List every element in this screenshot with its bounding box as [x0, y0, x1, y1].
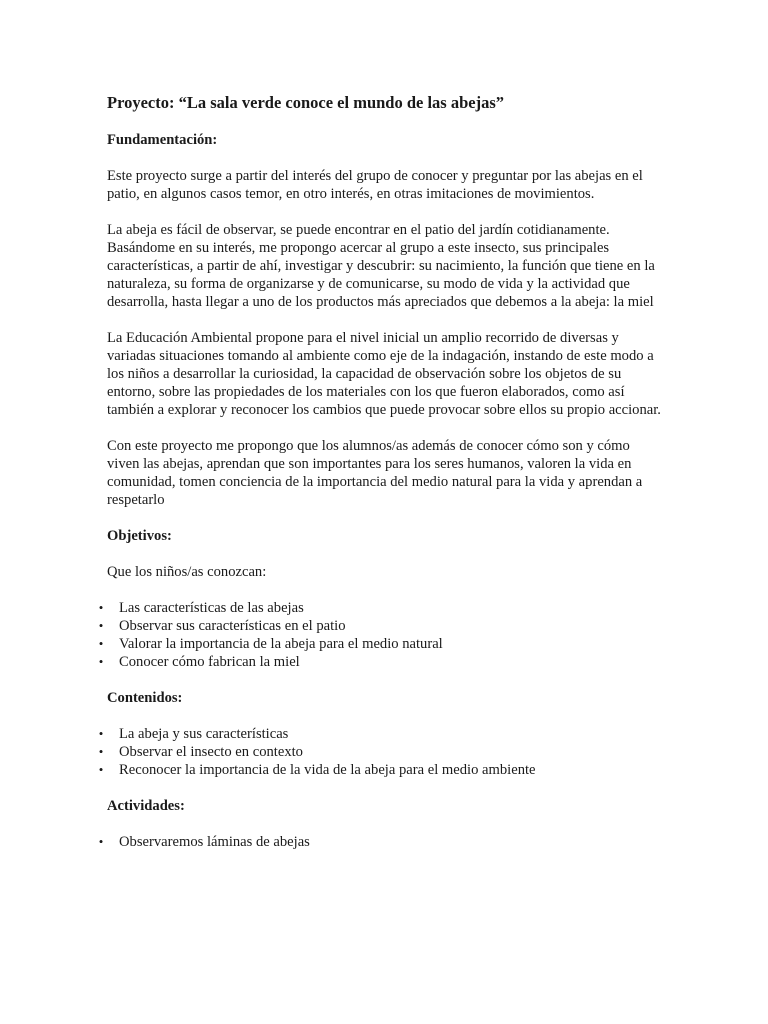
- objetivos-intro: Que los niños/as conozcan:: [107, 564, 267, 580]
- list-item: [95, 617, 663, 635]
- bullet-icon: •: [98, 726, 104, 741]
- list-item-text: Observar sus características en el patio: [119, 618, 346, 634]
- heading-contenidos: Contenidos:: [107, 690, 183, 706]
- heading-objetivos: Objetivos:: [107, 528, 172, 544]
- list-item-text: Valorar la importancia de la abeja para el medio natural: [119, 636, 443, 652]
- list-item-text: La abeja y sus características: [119, 726, 289, 742]
- list-item: [95, 653, 663, 671]
- bullet-icon: •: [98, 744, 104, 759]
- bullet-icon: •: [98, 654, 104, 669]
- list-item: [95, 743, 663, 761]
- paragraph: Con este proyecto me propongo que los alumnos/as además de conocer cómo son y cómo viven las abejas, aprendan que son importantes para los seres humanos, valoren la vida en comunidad, tomen conciencia de la importancia del medio natural para la vida y aprendan a respetarlo: [107, 438, 643, 508]
- list-item-text: Conocer cómo fabrican la miel: [119, 654, 300, 670]
- list-item: [95, 761, 663, 779]
- paragraph: Este proyecto surge a partir del interés del grupo de conocer y preguntar por las abejas en el patio, en algunos casos temor, en otro interés, en otras imitaciones de movimientos.: [107, 168, 643, 202]
- list-item: [95, 599, 663, 617]
- list-item-text: Observar el insecto en contexto: [119, 744, 303, 760]
- bullet-icon: •: [98, 618, 104, 633]
- list-item: [95, 725, 663, 743]
- document-title: Proyecto: “La sala verde conoce el mundo de las abejas”: [107, 93, 505, 112]
- bullet-icon: •: [98, 762, 104, 777]
- list-item-text: Las características de las abejas: [119, 600, 304, 616]
- list-item-text: Reconocer la importancia de la vida de la abeja para el medio ambiente: [119, 762, 536, 778]
- paragraph: La Educación Ambiental propone para el nivel inicial un amplio recorrido de diversas y variadas situaciones tomando al ambiente como eje de la indagación, instando de este modo a los niños a desarrollar la curiosidad, la capacidad de observación sobre los objetos de su entorno, sobre las propiedades de los materiales con los que fueron elaborados, como así también a explorar y reconocer los cambios que puede provocar sobre ellos su propio accionar.: [107, 330, 661, 418]
- heading-fundamentacion: Fundamentación:: [107, 132, 218, 148]
- document-body: [98, 93, 663, 869]
- list-item: [95, 833, 663, 851]
- bullet-icon: •: [98, 834, 104, 849]
- bullet-icon: •: [98, 600, 104, 615]
- list-item: [95, 635, 663, 653]
- paragraph: La abeja es fácil de observar, se puede encontrar en el patio del jardín cotidianamente. Basándome en su interés, me propongo acercar al grupo a este insecto, sus principales características, a partir de ahí, investigar y descubrir: su nacimiento, la función que tiene en la naturaleza, su forma de organizarse y de comunicarse, su modo de vida y la actividad que desarrolla, hasta llegar a uno de los productos más apreciados que debemos a la abeja: la miel: [107, 222, 655, 310]
- objetivos-list: [95, 599, 663, 671]
- actividades-list: [95, 833, 663, 851]
- bullet-icon: •: [98, 636, 104, 651]
- contenidos-list: [95, 725, 663, 779]
- heading-actividades: Actividades:: [107, 798, 185, 814]
- list-item-text: Observaremos láminas de abejas: [119, 834, 310, 850]
